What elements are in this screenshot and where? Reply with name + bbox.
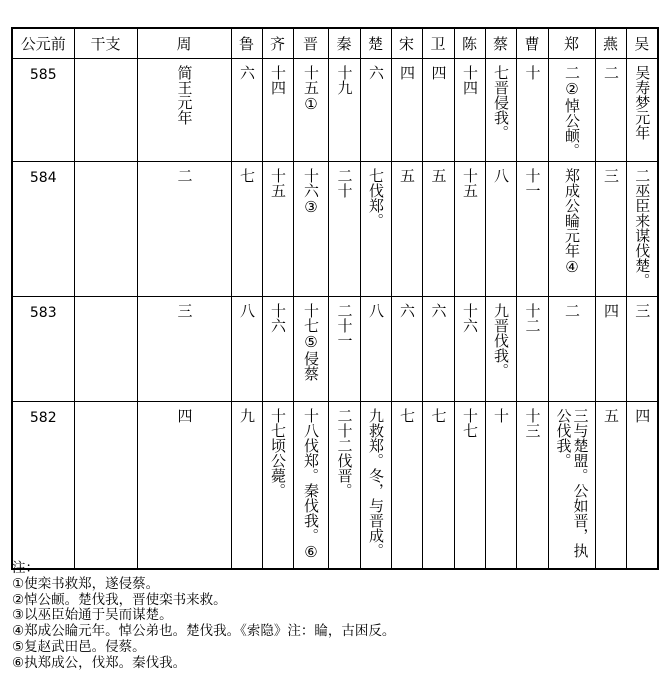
cell-text: 四	[633, 408, 652, 423]
table-cell	[422, 59, 454, 162]
cell-text: 四	[398, 65, 416, 80]
cell-text: 七晋侵我。	[492, 65, 510, 140]
header-cell: 燕	[595, 28, 626, 59]
cell-text: 四	[429, 65, 448, 80]
table-cell	[422, 162, 454, 297]
table-cell	[74, 402, 137, 570]
header-cell: 郑	[548, 28, 595, 59]
cell-text: 十四	[269, 65, 287, 95]
table-cell	[454, 59, 485, 162]
table-cell	[595, 59, 626, 162]
table-cell	[626, 162, 658, 297]
cell-text: 四	[175, 408, 194, 423]
cell-text: 吴寿梦元年	[633, 65, 652, 140]
chronology-table	[11, 27, 659, 570]
table-cell	[74, 297, 137, 402]
table-cell	[548, 297, 595, 402]
cell-text: 二十	[335, 168, 354, 198]
cell-text: 三	[175, 303, 194, 318]
table-cell	[328, 402, 360, 570]
table-cell	[293, 297, 328, 402]
footnote-item: ⑤复赵武田邑。侵蔡。	[12, 638, 146, 655]
cell-text: 七	[398, 408, 416, 423]
table-cell	[262, 402, 293, 570]
table-cell	[231, 402, 262, 570]
table-cell	[516, 59, 548, 162]
table-cell	[595, 402, 626, 570]
cell-text: 二十二伐晋。	[335, 408, 354, 498]
header-cell: 楚	[360, 28, 391, 59]
table-cell	[454, 297, 485, 402]
cell-text: 九救郑。冬，与晋成。	[367, 408, 385, 558]
cell-text: 二	[602, 65, 620, 80]
table-cell	[262, 297, 293, 402]
table-cell	[74, 162, 137, 297]
table-cell	[422, 297, 454, 402]
cell-text: 郑成公睔元年④	[563, 168, 581, 276]
table-cell	[391, 162, 422, 297]
cell-text: 二	[175, 168, 194, 183]
year-cell: 584	[12, 162, 74, 297]
notes-title: 注：	[12, 560, 39, 576]
cell-text: 十七	[461, 408, 479, 438]
cell-text: 三	[602, 168, 620, 183]
cell-text: 简王元年	[175, 65, 194, 125]
cell-text: 五	[429, 168, 448, 183]
table-cell	[231, 59, 262, 162]
footnote-item: ①使栾书救郑，遂侵蔡。	[12, 575, 160, 592]
table-cell	[328, 162, 360, 297]
cell-text: 八	[492, 168, 510, 183]
cell-text: 十	[523, 65, 542, 80]
header-cell: 齐	[262, 28, 293, 59]
table-cell	[626, 402, 658, 570]
table-cell	[485, 59, 516, 162]
cell-text: 十五	[269, 168, 287, 198]
header-cell: 公元前	[12, 28, 74, 59]
table-cell	[422, 402, 454, 570]
table-cell	[360, 402, 391, 570]
table-cell	[516, 297, 548, 402]
table-row	[12, 59, 658, 162]
cell-text: 十六	[461, 303, 479, 333]
cell-text: 二巫臣来谋伐楚。	[633, 168, 652, 288]
cell-text: 十七顷公薨。	[269, 408, 287, 498]
cell-text: 十五①	[302, 65, 320, 113]
table-cell	[231, 297, 262, 402]
header-cell: 鲁	[231, 28, 262, 59]
header-cell: 曹	[516, 28, 548, 59]
header-cell: 吴	[626, 28, 658, 59]
footnote-item: ③以巫臣始通于吴而谋楚。	[12, 607, 173, 624]
cell-text: 九	[238, 408, 256, 423]
cell-text: 十六	[269, 303, 287, 333]
table-cell	[137, 297, 231, 402]
cell-text: 十八伐郑。秦伐我。⑥	[302, 408, 320, 561]
cell-text: 六	[367, 65, 385, 80]
cell-text: 二	[563, 303, 581, 318]
cell-text: 五	[602, 408, 620, 423]
table-cell	[454, 402, 485, 570]
footnote-item: ④郑成公睔元年。悼公弟也。楚伐我。《索隐》注：睔，古困反。	[12, 623, 396, 640]
cell-text: 十二	[523, 303, 542, 333]
header-cell: 蔡	[485, 28, 516, 59]
table-cell	[548, 59, 595, 162]
table-cell	[454, 162, 485, 297]
table-cell	[293, 402, 328, 570]
cell-text: 二十一	[335, 303, 354, 348]
cell-text: 七	[238, 168, 256, 183]
cell-text: 十五	[461, 168, 479, 198]
cell-text: 七	[429, 408, 448, 423]
table-cell	[626, 59, 658, 162]
table-cell	[595, 162, 626, 297]
cell-text: 六	[398, 303, 416, 318]
table-cell	[328, 297, 360, 402]
cell-text: 十六③	[302, 168, 320, 216]
header-cell: 秦	[328, 28, 360, 59]
table-cell	[360, 59, 391, 162]
header-cell: 陈	[454, 28, 485, 59]
cell-text: 十一	[523, 168, 542, 198]
header-cell: 卫	[422, 28, 454, 59]
cell-text: 三与楚盟。公如晋，执公伐我。	[554, 408, 590, 558]
cell-text: 十九	[335, 65, 354, 95]
table-cell	[231, 162, 262, 297]
table-cell	[391, 297, 422, 402]
table-cell	[137, 162, 231, 297]
table-row	[12, 297, 658, 402]
footnotes	[12, 561, 395, 672]
table-cell	[626, 297, 658, 402]
cell-text: 十三	[523, 408, 542, 438]
cell-text: 六	[238, 65, 256, 80]
cell-text: 十	[492, 408, 510, 423]
cell-text: 九晋伐我。	[492, 303, 510, 378]
table-cell	[595, 297, 626, 402]
cell-text: 三	[633, 303, 652, 318]
table-cell	[548, 402, 595, 570]
header-cell: 周	[137, 28, 231, 59]
cell-text: 五	[398, 168, 416, 183]
table-cell	[516, 402, 548, 570]
table-cell	[137, 59, 231, 162]
cell-text: 八	[367, 303, 385, 318]
table-cell	[74, 59, 137, 162]
table-cell	[262, 59, 293, 162]
table-cell	[516, 162, 548, 297]
table-cell	[485, 162, 516, 297]
cell-text: 二②悼公𬱖。	[563, 65, 581, 158]
header-cell: 宋	[391, 28, 422, 59]
cell-text: 六	[429, 303, 448, 318]
footnote-item: ②悼公𬱖。楚伐我，晋使栾书来救。	[12, 591, 227, 608]
year-cell: 582	[12, 402, 74, 570]
cell-text: 四	[602, 303, 620, 318]
table-cell	[391, 402, 422, 570]
year-cell: 585	[12, 59, 74, 162]
header-cell: 晋	[293, 28, 328, 59]
cell-text: 八	[238, 303, 256, 318]
table-cell	[360, 162, 391, 297]
table-row	[12, 162, 658, 297]
table-cell	[548, 162, 595, 297]
table-cell	[391, 59, 422, 162]
table-cell	[360, 297, 391, 402]
table-cell	[485, 297, 516, 402]
footnote-item: ⑥执郑成公，伐郑。秦伐我。	[12, 654, 187, 671]
table-cell	[485, 402, 516, 570]
cell-text: 十七⑤侵蔡	[302, 303, 320, 381]
cell-text: 十四	[461, 65, 479, 95]
table-cell	[328, 59, 360, 162]
table-cell	[262, 162, 293, 297]
table-cell	[293, 162, 328, 297]
year-cell: 583	[12, 297, 74, 402]
header-cell: 干支	[74, 28, 137, 59]
header-row	[12, 28, 658, 59]
table-cell	[293, 59, 328, 162]
table-row	[12, 402, 658, 570]
cell-text: 七伐郑。	[367, 168, 385, 228]
table-cell	[137, 402, 231, 570]
